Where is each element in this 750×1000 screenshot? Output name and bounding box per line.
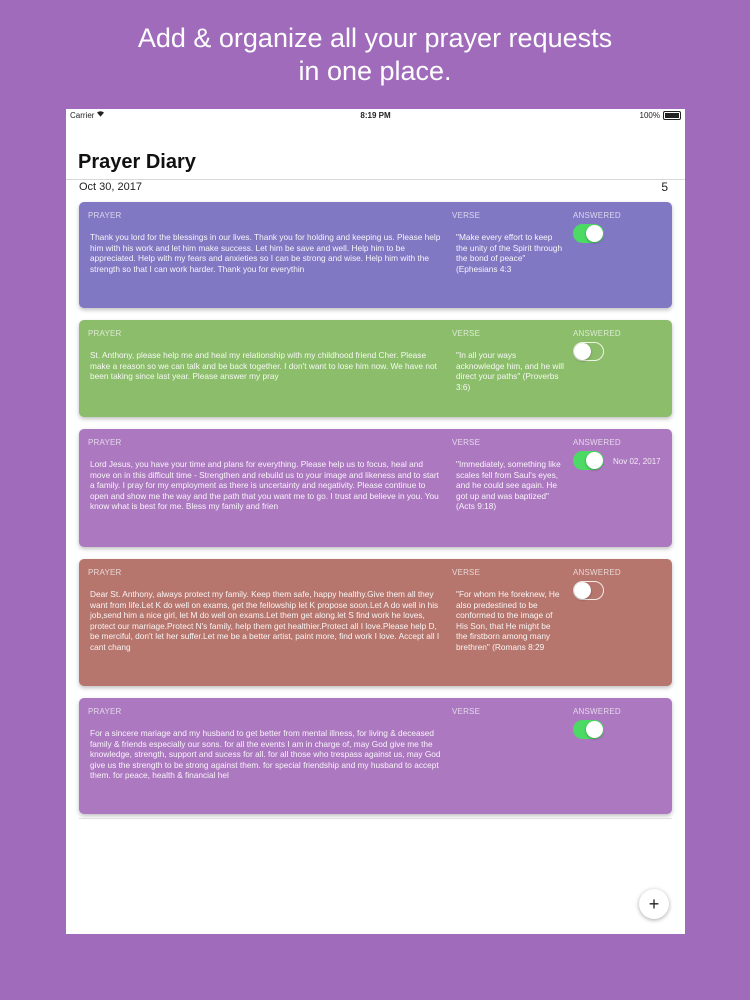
verse-label: VERSE: [452, 707, 481, 716]
prayer-label: PRAYER: [88, 568, 122, 577]
battery-indicator: [640, 111, 681, 120]
verse-label: VERSE: [452, 329, 481, 338]
prayer-text: Thank you lord for the blessings in our lives. Thank you for holding and keeping us. Please help him with his work and let him make success. Let him be save and well. Help him to be appreciated. Help with my fears and anxieties so I can be strong and wise. Help him with the strength so that I can work harder. Thank you for everythin: [90, 232, 441, 274]
answered-label: ANSWERED: [573, 707, 621, 716]
prayer-card[interactable]: [79, 202, 672, 308]
promo-line-2: in one place.: [298, 56, 452, 86]
promo-line-1: Add & organize all your prayer requests: [137, 23, 613, 53]
toggle-knob: [586, 225, 603, 242]
prayer-label: PRAYER: [88, 211, 122, 220]
verse-label: VERSE: [452, 438, 481, 447]
toggle-knob: [586, 452, 603, 469]
verse-label: VERSE: [452, 211, 481, 220]
answered-label: ANSWERED: [573, 329, 621, 338]
answered-toggle[interactable]: [573, 720, 604, 739]
answered-label: ANSWERED: [573, 568, 621, 577]
verse-text: "In all your ways acknowledge him, and he will direct your paths" (Proverbs 3:6): [456, 350, 564, 392]
prayer-list: [79, 202, 672, 826]
prayer-text: Lord Jesus, you have your time and plans for everything. Please help us to focus, heal and move on in this difficult time - Strengthen and rebuild us to your image and likeness and to start a family. I pray for my employment as there is uncertainty and negativity. Please continue to open and show me the way and the path that you want me to go. I trust and believe in you. You know what is best for me. Bless my family and frien: [90, 459, 439, 512]
battery-percent: 100%: [639, 111, 660, 120]
verse-label: VERSE: [452, 568, 481, 577]
prayer-text: Dear St. Anthony, always protect my family. Keep them safe, happy healthy.Give them all they want from life.Let K do well on exams, get the fellowship let K propose soon.Let A do well in his job,send him a nice girl, let M do well on exams.Let them get along.let S find work he loves, protect our marriage.Protect N's family, help them get healthier.Protect all I love.Please help D, be merciful, don't let her suffer.Let me be a better artist, paint more, find work I love. Accept all I cant chang: [90, 589, 440, 652]
answered-toggle[interactable]: [573, 224, 604, 243]
answered-toggle[interactable]: [573, 581, 604, 600]
device-screen: [66, 109, 685, 934]
nav-divider: [66, 179, 685, 180]
carrier-label: Carrier: [70, 111, 95, 120]
prayer-count: 5: [661, 180, 668, 194]
prayer-card[interactable]: [79, 320, 672, 417]
page-title: Prayer Diary: [78, 151, 196, 173]
toggle-knob: [586, 721, 603, 738]
prayer-card[interactable]: [79, 429, 672, 547]
answered-toggle[interactable]: [573, 451, 604, 470]
answered-toggle[interactable]: [573, 342, 604, 361]
battery-icon: [663, 111, 681, 120]
prayer-text: For a sincere mariage and my husband to get better from mental illness, for living & deceased family & friends especially our sons. for all the events I am in charge of, may God give me the knowledge, strength, support and sucess for all. for all those who trespass against us, may God give us the strength to be strong against them. for special friendship and my husband to accept them. for peace, health & financial hel: [90, 728, 441, 781]
prayer-label: PRAYER: [88, 329, 122, 338]
add-prayer-button[interactable]: [639, 889, 669, 919]
promo-headline: [0, 22, 750, 88]
status-bar: [66, 109, 685, 123]
toggle-knob: [574, 343, 591, 360]
section-date: Oct 30, 2017: [79, 181, 142, 193]
prayer-card[interactable]: [79, 559, 672, 686]
prayer-label: PRAYER: [88, 707, 122, 716]
verse-text: "Make every effort to keep the unity of the Spirit through the bond of peace" (Ephesians 4:3: [456, 232, 563, 274]
verse-text: "For whom He foreknew, He also predestined to be conformed to the image of His Son, that He might be the firstborn among many brethren" (Romans 8:29: [456, 589, 560, 652]
prayer-card[interactable]: [79, 698, 672, 814]
prayer-label: PRAYER: [88, 438, 122, 447]
status-time: 8:19 PM: [360, 111, 391, 120]
prayer-text: St. Anthony, please help me and heal my relationship with my childhood friend Cher. Please make a reason so we can talk and be back together. I don't want to lose him now. We have not been taking since last year. Please answer my pray: [90, 350, 437, 382]
answered-label: ANSWERED: [573, 438, 621, 447]
answered-date: Nov 02, 2017: [613, 457, 661, 466]
plus-icon: +: [648, 894, 660, 914]
toggle-knob: [574, 582, 591, 599]
answered-label: ANSWERED: [573, 211, 621, 220]
list-bottom-divider: [79, 818, 672, 819]
verse-text: "Immediately, something like scales fell from Saul's eyes, and he could see again. He got up and was baptized" (Acts 9:18): [456, 459, 561, 512]
